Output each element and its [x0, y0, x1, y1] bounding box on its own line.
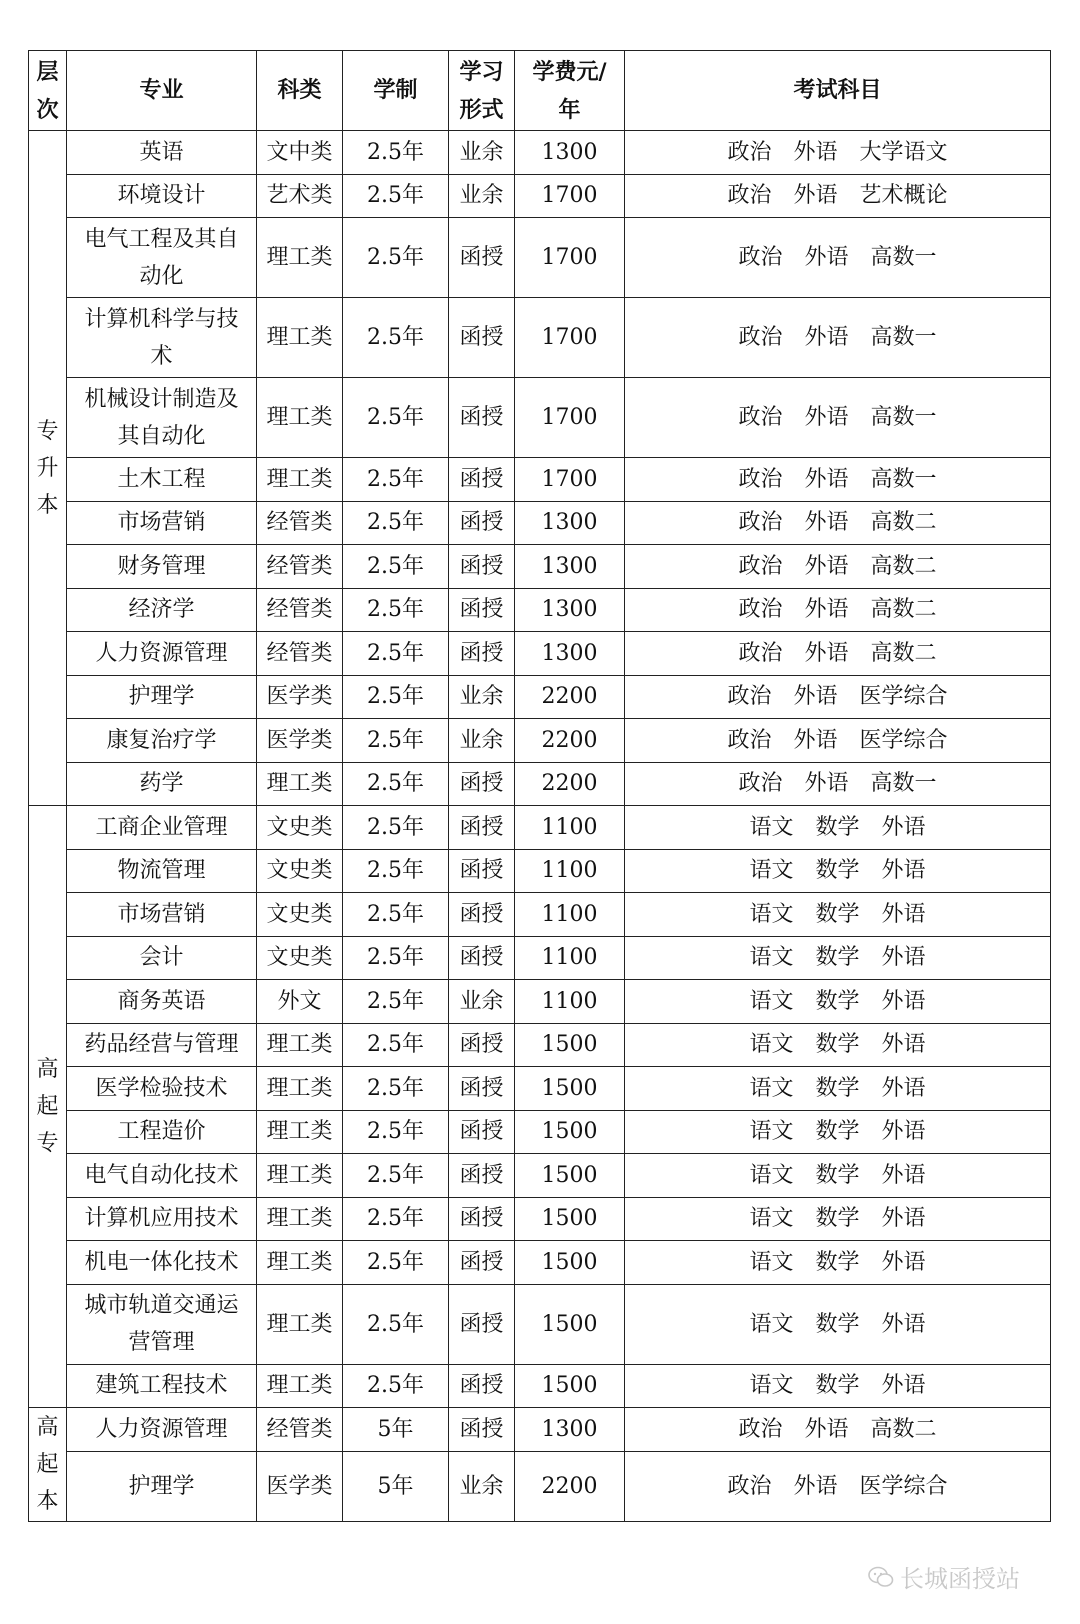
fee-cell: 1500 [515, 1067, 625, 1111]
table-row [29, 1023, 1051, 1067]
study-mode-cell: 函授 [449, 1110, 515, 1154]
study-mode-cell: 业余 [449, 980, 515, 1024]
table-row [29, 849, 1051, 893]
header-category: 科类 [257, 51, 343, 131]
table-row [29, 458, 1051, 502]
table-row [29, 378, 1051, 458]
category-cell: 经管类 [257, 545, 343, 589]
duration-cell: 2.5年 [343, 762, 449, 806]
table-row [29, 980, 1051, 1024]
table-row [29, 719, 1051, 763]
study-mode-cell: 函授 [449, 632, 515, 676]
category-cell: 理工类 [257, 1364, 343, 1408]
fee-cell: 1300 [515, 545, 625, 589]
fee-cell: 2200 [515, 719, 625, 763]
table-row [29, 675, 1051, 719]
duration-cell: 2.5年 [343, 806, 449, 850]
fee-cell: 1100 [515, 806, 625, 850]
table-body [29, 131, 1051, 1522]
fee-cell: 1300 [515, 131, 625, 175]
study-mode-cell: 函授 [449, 458, 515, 502]
category-cell: 文史类 [257, 806, 343, 850]
duration-cell: 2.5年 [343, 1284, 449, 1364]
duration-cell: 2.5年 [343, 545, 449, 589]
exam-subjects-cell: 语文 数学 外语 [625, 1197, 1051, 1241]
fee-cell: 1300 [515, 632, 625, 676]
category-cell: 理工类 [257, 378, 343, 458]
fee-cell: 1500 [515, 1364, 625, 1408]
fee-cell: 1300 [515, 501, 625, 545]
exam-subjects-cell: 语文 数学 外语 [625, 1364, 1051, 1408]
table-row [29, 893, 1051, 937]
study-mode-cell: 函授 [449, 1197, 515, 1241]
duration-cell: 2.5年 [343, 1197, 449, 1241]
duration-cell: 2.5年 [343, 980, 449, 1024]
category-cell: 艺术类 [257, 174, 343, 218]
major-cell: 工程造价 [67, 1110, 257, 1154]
fee-cell: 2200 [515, 1451, 625, 1521]
exam-subjects-cell: 政治 外语 高数二 [625, 545, 1051, 589]
category-cell: 医学类 [257, 675, 343, 719]
exam-subjects-cell: 政治 外语 高数一 [625, 378, 1051, 458]
exam-subjects-cell: 政治 外语 高数一 [625, 218, 1051, 298]
category-cell: 经管类 [257, 501, 343, 545]
study-mode-cell: 函授 [449, 501, 515, 545]
major-cell: 土木工程 [67, 458, 257, 502]
exam-subjects-cell: 语文 数学 外语 [625, 980, 1051, 1024]
duration-cell: 2.5年 [343, 893, 449, 937]
study-mode-cell: 函授 [449, 1067, 515, 1111]
study-mode-cell: 函授 [449, 893, 515, 937]
category-cell: 理工类 [257, 1154, 343, 1198]
study-mode-cell: 业余 [449, 1451, 515, 1521]
study-mode-cell: 函授 [449, 806, 515, 850]
table-row [29, 1241, 1051, 1285]
study-mode-cell: 函授 [449, 1284, 515, 1364]
exam-subjects-cell: 语文 数学 外语 [625, 1110, 1051, 1154]
duration-cell: 5年 [343, 1451, 449, 1521]
header-study-mode: 学习 形式 [449, 51, 515, 131]
study-mode-cell: 函授 [449, 849, 515, 893]
header-fee: 学费元/ 年 [515, 51, 625, 131]
major-cell: 电气工程及其自动化 [67, 218, 257, 298]
fee-cell: 1700 [515, 298, 625, 378]
fee-cell: 1500 [515, 1023, 625, 1067]
table-row [29, 218, 1051, 298]
fee-cell: 1100 [515, 849, 625, 893]
duration-cell: 2.5年 [343, 501, 449, 545]
header-duration: 学制 [343, 51, 449, 131]
header-level: 层 次 [29, 51, 67, 131]
exam-subjects-cell: 政治 外语 高数一 [625, 762, 1051, 806]
category-cell: 医学类 [257, 719, 343, 763]
major-cell: 财务管理 [67, 545, 257, 589]
table-row [29, 1284, 1051, 1364]
major-cell: 药学 [67, 762, 257, 806]
category-cell: 文中类 [257, 131, 343, 175]
major-cell: 康复治疗学 [67, 719, 257, 763]
category-cell: 理工类 [257, 1284, 343, 1364]
duration-cell: 2.5年 [343, 458, 449, 502]
category-cell: 经管类 [257, 588, 343, 632]
table-row [29, 1197, 1051, 1241]
duration-cell: 2.5年 [343, 378, 449, 458]
duration-cell: 2.5年 [343, 218, 449, 298]
study-mode-cell: 函授 [449, 378, 515, 458]
header-major: 专业 [67, 51, 257, 131]
exam-subjects-cell: 政治 外语 医学综合 [625, 719, 1051, 763]
duration-cell: 2.5年 [343, 1067, 449, 1111]
fee-cell: 1300 [515, 588, 625, 632]
duration-cell: 2.5年 [343, 1023, 449, 1067]
category-cell: 文史类 [257, 893, 343, 937]
study-mode-cell: 函授 [449, 545, 515, 589]
table-row [29, 936, 1051, 980]
category-cell: 理工类 [257, 1110, 343, 1154]
level-cell: 高 起 专 [29, 806, 67, 1408]
fee-cell: 2200 [515, 675, 625, 719]
study-mode-cell: 函授 [449, 588, 515, 632]
exam-subjects-cell: 政治 外语 高数二 [625, 632, 1051, 676]
fee-cell: 1700 [515, 218, 625, 298]
duration-cell: 2.5年 [343, 298, 449, 378]
table-row [29, 298, 1051, 378]
major-cell: 经济学 [67, 588, 257, 632]
category-cell: 经管类 [257, 632, 343, 676]
duration-cell: 2.5年 [343, 849, 449, 893]
exam-subjects-cell: 政治 外语 医学综合 [625, 675, 1051, 719]
watermark-text: 长城函授站 [900, 1565, 1020, 1593]
exam-subjects-cell: 语文 数学 外语 [625, 1154, 1051, 1198]
table-row [29, 1110, 1051, 1154]
major-cell: 市场营销 [67, 893, 257, 937]
study-mode-cell: 函授 [449, 1154, 515, 1198]
fee-cell: 1100 [515, 936, 625, 980]
fee-cell: 1500 [515, 1197, 625, 1241]
duration-cell: 2.5年 [343, 131, 449, 175]
major-cell: 会计 [67, 936, 257, 980]
major-cell: 药品经营与管理 [67, 1023, 257, 1067]
duration-cell: 2.5年 [343, 1110, 449, 1154]
exam-subjects-cell: 语文 数学 外语 [625, 893, 1051, 937]
enrollment-table [28, 50, 1051, 1522]
table-row [29, 588, 1051, 632]
header-row [29, 51, 1051, 131]
fee-cell: 1700 [515, 378, 625, 458]
major-cell: 电气自动化技术 [67, 1154, 257, 1198]
watermark [868, 1559, 1020, 1594]
study-mode-cell: 业余 [449, 131, 515, 175]
study-mode-cell: 业余 [449, 675, 515, 719]
table-row [29, 806, 1051, 850]
major-cell: 机电一体化技术 [67, 1241, 257, 1285]
category-cell: 医学类 [257, 1451, 343, 1521]
major-cell: 计算机应用技术 [67, 1197, 257, 1241]
major-cell: 商务英语 [67, 980, 257, 1024]
major-cell: 人力资源管理 [67, 1408, 257, 1452]
header-exam-subjects: 考试科目 [625, 51, 1051, 131]
exam-subjects-cell: 语文 数学 外语 [625, 1023, 1051, 1067]
category-cell: 理工类 [257, 458, 343, 502]
category-cell: 理工类 [257, 762, 343, 806]
exam-subjects-cell: 语文 数学 外语 [625, 1284, 1051, 1364]
table-row [29, 1451, 1051, 1521]
table-row [29, 545, 1051, 589]
fee-cell: 1500 [515, 1241, 625, 1285]
study-mode-cell: 业余 [449, 174, 515, 218]
table-row [29, 762, 1051, 806]
duration-cell: 2.5年 [343, 1241, 449, 1285]
exam-subjects-cell: 政治 外语 艺术概论 [625, 174, 1051, 218]
study-mode-cell: 函授 [449, 936, 515, 980]
category-cell: 理工类 [257, 1241, 343, 1285]
major-cell: 计算机科学与技术 [67, 298, 257, 378]
exam-subjects-cell: 政治 外语 高数一 [625, 458, 1051, 502]
major-cell: 建筑工程技术 [67, 1364, 257, 1408]
major-cell: 工商企业管理 [67, 806, 257, 850]
fee-cell: 1500 [515, 1154, 625, 1198]
category-cell: 理工类 [257, 218, 343, 298]
table-row [29, 1408, 1051, 1452]
major-cell: 护理学 [67, 675, 257, 719]
study-mode-cell: 函授 [449, 1023, 515, 1067]
category-cell: 理工类 [257, 1197, 343, 1241]
category-cell: 文史类 [257, 849, 343, 893]
category-cell: 外文 [257, 980, 343, 1024]
major-cell: 城市轨道交通运营管理 [67, 1284, 257, 1364]
exam-subjects-cell: 语文 数学 外语 [625, 936, 1051, 980]
duration-cell: 2.5年 [343, 1154, 449, 1198]
duration-cell: 2.5年 [343, 632, 449, 676]
major-cell: 市场营销 [67, 501, 257, 545]
category-cell: 经管类 [257, 1408, 343, 1452]
exam-subjects-cell: 语文 数学 外语 [625, 806, 1051, 850]
major-cell: 机械设计制造及其自动化 [67, 378, 257, 458]
duration-cell: 2.5年 [343, 936, 449, 980]
major-cell: 环境设计 [67, 174, 257, 218]
exam-subjects-cell: 政治 外语 高数二 [625, 501, 1051, 545]
fee-cell: 1500 [515, 1110, 625, 1154]
category-cell: 文史类 [257, 936, 343, 980]
category-cell: 理工类 [257, 1023, 343, 1067]
fee-cell: 1100 [515, 980, 625, 1024]
fee-cell: 1300 [515, 1408, 625, 1452]
duration-cell: 2.5年 [343, 675, 449, 719]
study-mode-cell: 业余 [449, 719, 515, 763]
level-cell: 高 起 本 [29, 1408, 67, 1522]
exam-subjects-cell: 政治 外语 大学语文 [625, 131, 1051, 175]
table-row [29, 174, 1051, 218]
exam-subjects-cell: 政治 外语 高数一 [625, 298, 1051, 378]
major-cell: 英语 [67, 131, 257, 175]
wechat-icon [868, 1566, 894, 1588]
fee-cell: 1700 [515, 174, 625, 218]
duration-cell: 5年 [343, 1408, 449, 1452]
category-cell: 理工类 [257, 298, 343, 378]
study-mode-cell: 函授 [449, 1241, 515, 1285]
study-mode-cell: 函授 [449, 1408, 515, 1452]
table-row [29, 501, 1051, 545]
duration-cell: 2.5年 [343, 174, 449, 218]
table-row [29, 131, 1051, 175]
study-mode-cell: 函授 [449, 1364, 515, 1408]
fee-cell: 1100 [515, 893, 625, 937]
category-cell: 理工类 [257, 1067, 343, 1111]
table-row [29, 632, 1051, 676]
major-cell: 护理学 [67, 1451, 257, 1521]
exam-subjects-cell: 政治 外语 高数二 [625, 1408, 1051, 1452]
duration-cell: 2.5年 [343, 588, 449, 632]
major-cell: 医学检验技术 [67, 1067, 257, 1111]
major-cell: 物流管理 [67, 849, 257, 893]
duration-cell: 2.5年 [343, 719, 449, 763]
exam-subjects-cell: 政治 外语 医学综合 [625, 1451, 1051, 1521]
study-mode-cell: 函授 [449, 218, 515, 298]
exam-subjects-cell: 语文 数学 外语 [625, 849, 1051, 893]
exam-subjects-cell: 政治 外语 高数二 [625, 588, 1051, 632]
fee-cell: 1500 [515, 1284, 625, 1364]
duration-cell: 2.5年 [343, 1364, 449, 1408]
study-mode-cell: 函授 [449, 298, 515, 378]
table-row [29, 1154, 1051, 1198]
table-row [29, 1364, 1051, 1408]
exam-subjects-cell: 语文 数学 外语 [625, 1241, 1051, 1285]
fee-cell: 2200 [515, 762, 625, 806]
level-cell: 专 升 本 [29, 131, 67, 806]
major-cell: 人力资源管理 [67, 632, 257, 676]
study-mode-cell: 函授 [449, 762, 515, 806]
table-row [29, 1067, 1051, 1111]
exam-subjects-cell: 语文 数学 外语 [625, 1067, 1051, 1111]
fee-cell: 1700 [515, 458, 625, 502]
